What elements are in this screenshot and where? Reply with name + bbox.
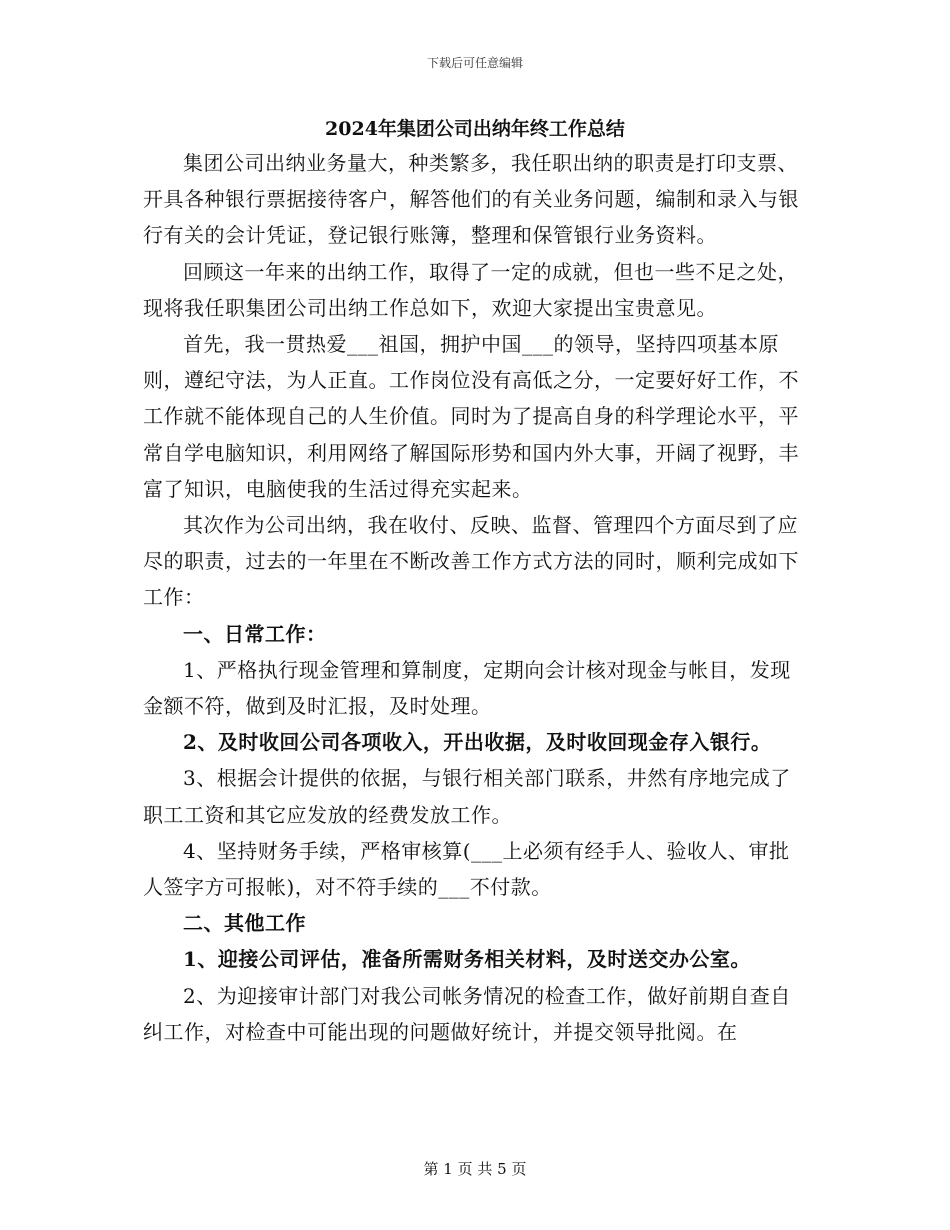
paragraph-intro: 集团公司出纳业务量大，种类繁多，我任职出纳的职责是打印支票、开具各种银行票据接待客户，解答他们的有关业务问题，编制和录入与银行有关的会计凭证，登记银行账簿，整理和保管银行业务资料。 (143, 151, 799, 248)
list-item-audit-preparation: 2、为迎接审计部门对我公司帐务情况的检查工作，做好前期自查自纠工作，对检查中可能出现的问题做好统计，并提交领导批阅。在 (143, 983, 791, 1044)
paragraph-review: 回顾这一年来的出纳工作，取得了一定的成就，但也一些不足之处，现将我任职集团公司出纳工作总如下，欢迎大家提出宝贵意见。 (143, 259, 798, 320)
list-item-cash-management: 1、严格执行现金管理和算制度，定期向会计核对现金与帐目，发现金额不符，做到及时汇报，及时处理。 (143, 657, 791, 719)
list-item-company-evaluation: 1、迎接公司评估，准备所需财务相关材料，及时送交办公室。 (183, 947, 751, 972)
paragraph-second: 其次作为公司出纳，我在收付、反映、监督、管理四个方面尽到了应尽的职责，过去的一年里在不断改善工作方式方法的同时，顺利完成如下工作： (143, 513, 799, 610)
list-item-collect-income: 2、及时收回公司各项收入，开出收据，及时收回现金存入银行。 (183, 730, 772, 755)
list-item-salary-payment: 3、根据会计提供的依据，与银行相关部门联系，井然有序地完成了职工工资和其它应发放的经费发放工作。 (143, 766, 791, 827)
list-item-financial-procedures: 4、坚持财务手续，严格审核算(___上必须有经手人、验收人、审批人签字方可报帐)，对不符手续的___不付款。 (143, 838, 790, 900)
header-note: 下载后可任意编辑 (426, 56, 523, 70)
document-title: 2024年集团公司出纳年终工作总结 (325, 118, 625, 140)
section-heading-other-work: 二、其他工作 (183, 911, 306, 936)
page-number: 第 1 页 共 5 页 (423, 1160, 527, 1178)
document-body (143, 145, 808, 1050)
section-heading-daily-work: 一、日常工作： (183, 621, 327, 646)
paragraph-first: 首先，我一贯热爱___祖国，拥护中国___的领导，坚持四项基本原则，遵纪守法，为人正直。工作岗位没有高低之分，一定要好好工作，不工作就不能体现自己的人生价值。同时为了提高自身的科学理论水平，平常自学电脑知识，利用网络了解国际形势和国内外大事，开阔了视野，丰富了知识，电脑使我的生活过得充实起来。 (143, 332, 799, 501)
